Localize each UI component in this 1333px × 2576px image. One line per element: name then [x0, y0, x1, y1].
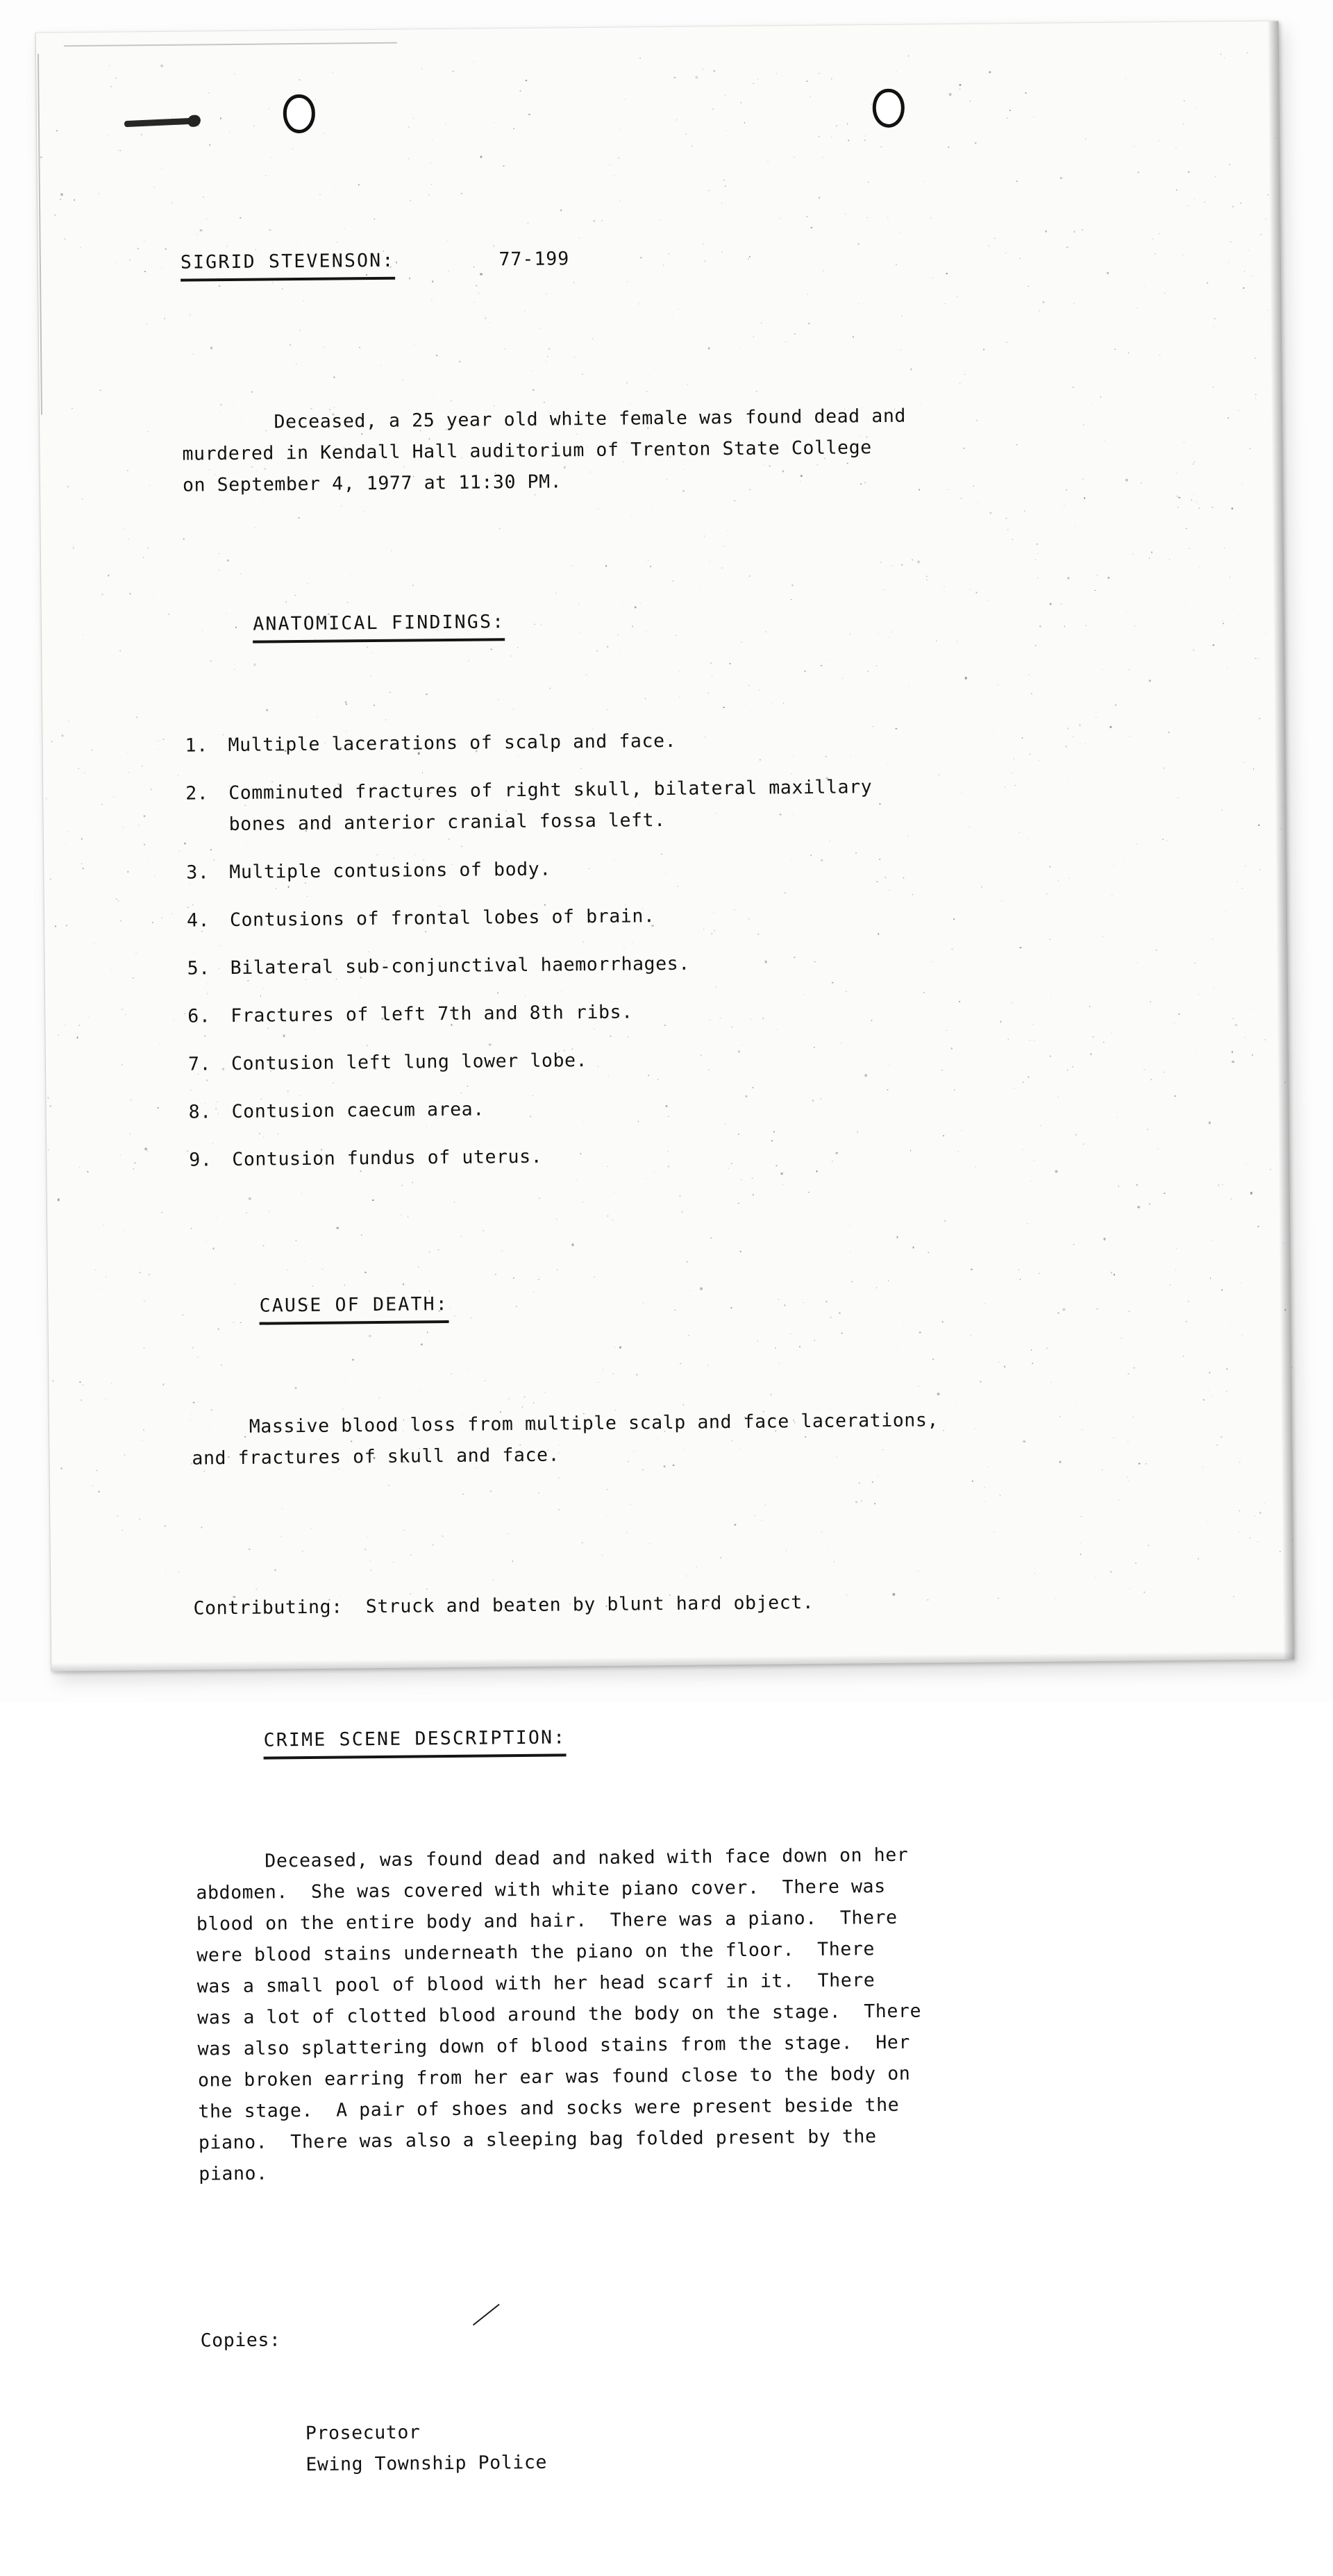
finding-text: Contusion left lung lower lobe.	[230, 1050, 588, 1075]
page-edge-line-left	[37, 54, 42, 415]
finding-number: 2.	[185, 782, 209, 805]
finding-item	[187, 895, 1173, 936]
finding-number: 8.	[188, 1101, 212, 1123]
finding-number: 4.	[186, 909, 210, 932]
crime-scene-paragraph: Deceased, was found dead and naked with face down on her abdomen. She was covered with white piano cover. There was blood on the entire body and hair. There was a piano. There were blood stains underneath the piano on the floor. There was a small pool of blood with her head scarf in it. There was a lot of clotted blood around the body on the stage. There was also splattering down of blood stains from the stage. Her one broken earring from her ear was found close to the body on the stage. A pair of shoes and socks were present beside the piano. There was also a sleeping bag folded present by the piano.	[195, 1844, 922, 2185]
finding-text: Multiple contusions of body.	[229, 858, 551, 884]
subject-name: SIGRID STEVENSON:	[181, 245, 395, 282]
case-number: 77-199	[498, 248, 570, 271]
page-edge-shadow-right	[1268, 21, 1295, 1659]
finding-item	[186, 848, 1172, 889]
copies-recipient: Ewing Township Police	[305, 2451, 548, 2476]
finding-text: Multiple lacerations of scalp and face.	[228, 730, 677, 757]
finding-number: 9.	[189, 1149, 212, 1171]
intro-paragraph: Deceased, a 25 year old white female was found dead and murdered in Kendall Hall auditorium of Trenton State College on September 4, 1977 at 11:30 PM.	[181, 405, 907, 496]
finding-text: Bilateral sub-conjunctival haemorrhages.	[230, 952, 690, 979]
finding-text: Contusions of frontal lobes of brain.	[229, 905, 655, 932]
ink-smudge-mark	[124, 118, 194, 127]
finding-item	[187, 943, 1173, 984]
finding-number: 3.	[186, 861, 210, 884]
finding-number: 7.	[187, 1053, 212, 1075]
crime-scene-description-heading: CRIME SCENE DESCRIPTION:	[263, 1721, 566, 1759]
page-edge-line-top	[64, 42, 397, 47]
finding-item	[185, 768, 1172, 841]
handwritten-check-mark-icon	[473, 2304, 500, 2325]
report-header	[181, 237, 1166, 282]
finding-item	[189, 1135, 1175, 1176]
finding-item	[188, 1039, 1174, 1080]
anatomical-findings-heading: ANATOMICAL FINDINGS:	[253, 606, 505, 643]
cause-of-death-heading: CAUSE OF DEATH:	[259, 1288, 448, 1325]
finding-text: Comminuted fractures of right skull, bilateral maxillary bones and anterior cranial fossa left.	[228, 776, 873, 836]
finding-text: Fractures of left 7th and 8th ribs.	[230, 1001, 633, 1027]
copies-recipient-list	[304, 2322, 547, 2480]
finding-item	[185, 721, 1171, 761]
finding-text: Contusion fundus of uterus.	[232, 1145, 543, 1171]
cause-of-death-paragraph: Massive blood loss from multiple scalp and face lacerations, and fractures of skull and face.	[191, 1409, 939, 1470]
finding-number: 5.	[187, 957, 210, 979]
anatomical-findings-list	[185, 721, 1175, 1176]
typed-report-body	[179, 144, 1188, 2575]
finding-item	[188, 1087, 1174, 1128]
punch-hole-icon	[873, 89, 905, 128]
punch-hole-icon	[283, 94, 316, 133]
finding-number: 1.	[185, 734, 208, 757]
finding-text: Contusion caecum area.	[231, 1098, 485, 1123]
finding-item	[187, 991, 1173, 1032]
copies-block	[200, 2316, 1187, 2482]
copies-recipient: Prosecutor	[305, 2421, 421, 2445]
contributing-cause-line: Contributing: Struck and beaten by blunt hard object.	[193, 1591, 814, 1619]
copies-label: Copies:	[200, 2329, 281, 2352]
document-page	[35, 20, 1295, 2476]
finding-number: 6.	[187, 1005, 211, 1027]
